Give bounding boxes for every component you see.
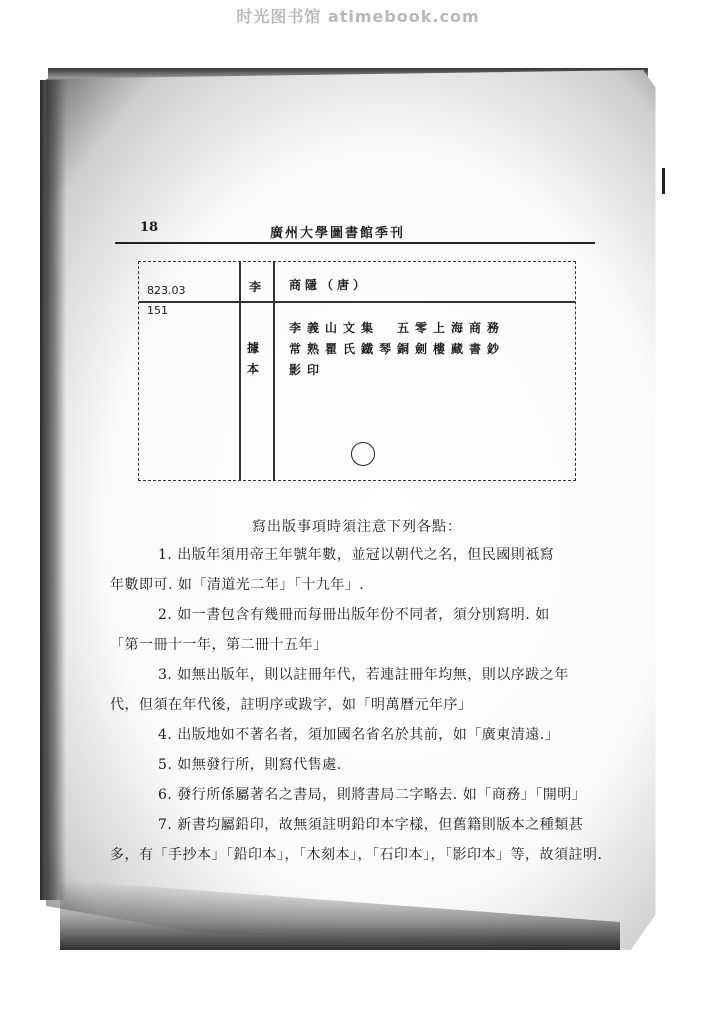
call-number-line2: 151	[147, 304, 168, 317]
card-body-line: 影印	[289, 363, 326, 377]
author-cell: 李	[249, 280, 262, 294]
edition-label: 據本	[247, 341, 260, 376]
running-head: 廣州大學圖書館季刊	[270, 226, 406, 241]
note-line: 年數即可. 如「清道光二年」「十九年」.	[110, 577, 365, 593]
note-line: 「第一冊十一年，第二冊十五年」	[110, 637, 328, 653]
card-body-line: 常熟瞿氏鐵琴銅劍樓藏書鈔	[289, 342, 506, 356]
note-line: 2. 如一書包含有幾冊而每冊出版年份不同者，須分別寫明. 如	[158, 607, 550, 623]
page-number: 18	[140, 220, 159, 235]
note-line: 7. 新書均屬鉛印，故無須註明鉛印本字樣，但舊籍則版本之種類甚	[158, 817, 584, 833]
note-line: 多，有「手抄本」「鉛印本」，「木刻本」，「石印本」，「影印本」等，故須註明.	[110, 847, 603, 863]
call-number-line1: 823.03	[147, 284, 186, 297]
catalog-card	[138, 261, 576, 481]
note-line: 4. 出版地如不著名者，須加國名省名於其前，如「廣東清遠.」	[158, 727, 560, 743]
notes-heading: 寫出版事項時須注意下列各點：	[252, 519, 462, 535]
note-line: 代，但須在年代後，註明序或跋字，如「明萬曆元年序」	[110, 697, 473, 713]
scan-shadow-left	[40, 80, 66, 900]
card-body	[289, 318, 575, 381]
note-line: 6. 發行所係屬著名之書局，則將書局二字略去. 如「商務」「開明」	[158, 787, 587, 803]
note-line: 1. 出版年須用帝王年號年數，並冠以朝代之名，但民國則祗寫	[158, 547, 555, 563]
card-divider-left	[239, 262, 241, 480]
watermark: 时光图书馆 atimebook.com	[236, 7, 480, 26]
author-title-line: 商隱（唐）	[289, 278, 370, 292]
note-line: 5. 如無發行所，則寫代售處.	[158, 757, 342, 773]
header-rule	[115, 242, 595, 244]
card-divider-right	[273, 262, 275, 480]
margin-mark	[662, 168, 665, 194]
note-line: 3. 如無出版年，則以註冊年代，若連註冊年均無，則以序跋之年	[158, 667, 569, 683]
card-divider-horizontal	[139, 301, 575, 303]
card-body-line: 李義山文集 五零上海商務	[289, 321, 506, 335]
card-punch-hole	[351, 442, 375, 466]
notes-body	[110, 540, 610, 870]
